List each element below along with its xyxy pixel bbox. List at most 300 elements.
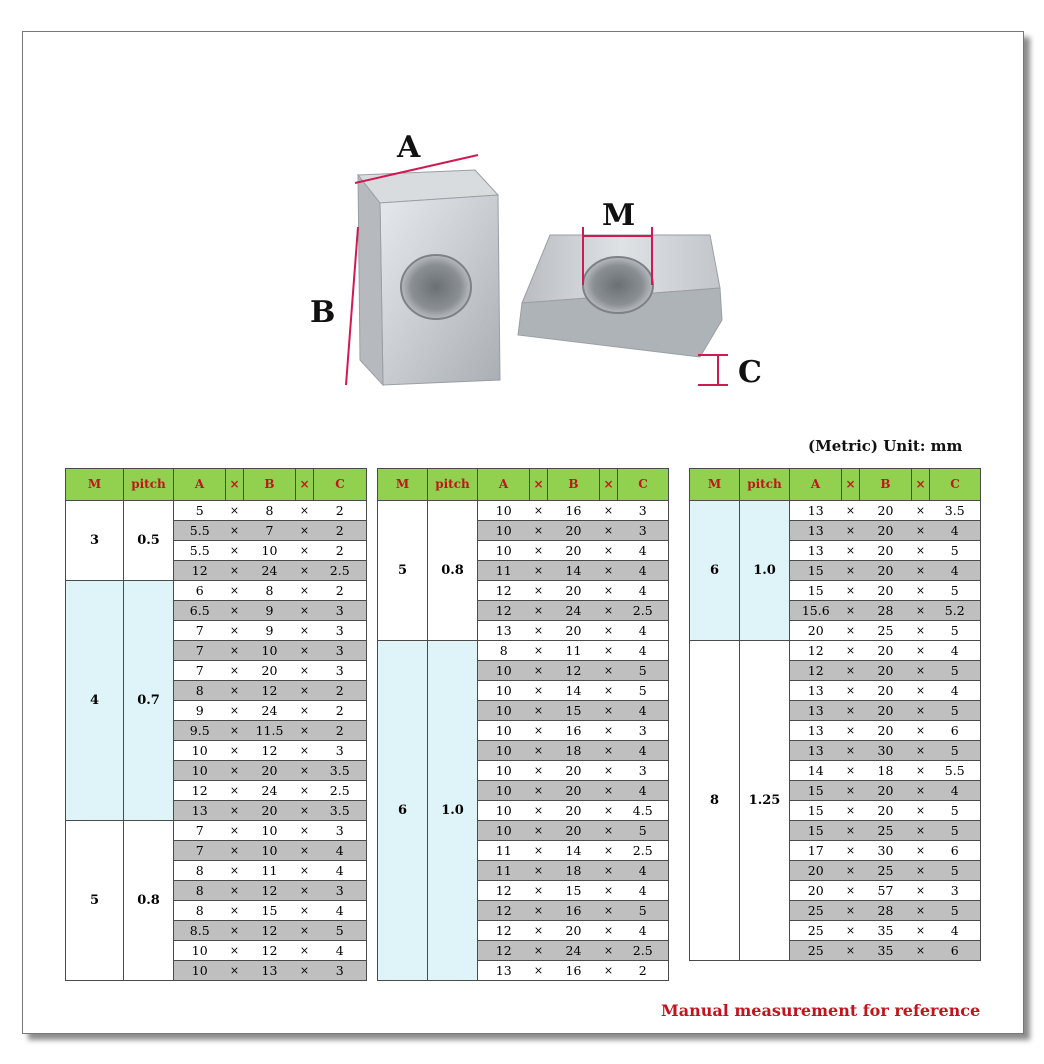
- dim-a-cell: 7: [174, 641, 226, 661]
- column-header: A: [790, 469, 842, 501]
- times-sign: ×: [296, 601, 314, 621]
- dim-b-cell: 25: [860, 821, 912, 841]
- dim-b-cell: 12: [244, 681, 296, 701]
- dim-c-cell: 5: [930, 741, 981, 761]
- dim-b-cell: 16: [548, 901, 600, 921]
- times-sign: ×: [226, 921, 244, 941]
- times-sign: ×: [530, 781, 548, 801]
- dim-b-cell: 18: [548, 861, 600, 881]
- times-sign: ×: [912, 701, 930, 721]
- times-sign: ×: [296, 821, 314, 841]
- dim-c-cell: 5: [930, 541, 981, 561]
- dim-b-cell: 9: [244, 601, 296, 621]
- pitch-cell: 0.7: [124, 581, 174, 821]
- times-sign: ×: [842, 801, 860, 821]
- times-sign: ×: [530, 601, 548, 621]
- dim-c-cell: 2.5: [314, 561, 367, 581]
- column-header: C: [618, 469, 669, 501]
- dim-a-cell: 12: [478, 581, 530, 601]
- unit-label: (Metric) Unit: mm: [808, 437, 963, 455]
- dim-b-cell: 20: [244, 661, 296, 681]
- dim-a-cell: 10: [478, 721, 530, 741]
- times-sign: ×: [842, 921, 860, 941]
- dim-b-cell: 24: [548, 941, 600, 961]
- dim-b-cell: 25: [860, 861, 912, 881]
- dim-c-cell: 4: [618, 701, 669, 721]
- dim-b-cell: 20: [548, 781, 600, 801]
- dim-a-cell: 5: [174, 501, 226, 521]
- times-sign: ×: [296, 641, 314, 661]
- times-sign: ×: [530, 681, 548, 701]
- dim-c-cell: 4: [314, 861, 367, 881]
- dim-a-cell: 10: [478, 741, 530, 761]
- times-sign: ×: [226, 681, 244, 701]
- column-header: M: [378, 469, 428, 501]
- dim-a-cell: 11: [478, 561, 530, 581]
- dim-a-cell: 11: [478, 861, 530, 881]
- dim-c-cell: 2: [314, 501, 367, 521]
- dim-a-cell: 12: [174, 781, 226, 801]
- dim-a-cell: 20: [790, 621, 842, 641]
- times-sign: ×: [226, 701, 244, 721]
- pitch-cell: 1.25: [740, 641, 790, 961]
- dim-a-cell: 10: [478, 761, 530, 781]
- dim-b-cell: 20: [860, 581, 912, 601]
- dim-c-cell: 3: [314, 641, 367, 661]
- times-sign: ×: [912, 561, 930, 581]
- dim-c-cell: 4: [618, 861, 669, 881]
- times-sign: ×: [600, 961, 618, 981]
- dim-b-cell: 20: [244, 761, 296, 781]
- dim-c-cell: 4: [618, 561, 669, 581]
- column-header: A: [174, 469, 226, 501]
- times-sign: ×: [842, 861, 860, 881]
- times-sign: ×: [842, 641, 860, 661]
- times-sign: ×: [912, 521, 930, 541]
- times-sign: ×: [296, 541, 314, 561]
- times-sign: ×: [842, 601, 860, 621]
- dim-a-cell: 13: [790, 681, 842, 701]
- column-header: pitch: [428, 469, 478, 501]
- dim-c-cell: 2.5: [618, 841, 669, 861]
- left-nut-shape: [358, 170, 500, 385]
- dim-b-cell: 57: [860, 881, 912, 901]
- dim-b-cell: 8: [244, 501, 296, 521]
- dim-c-cell: 4: [930, 781, 981, 801]
- times-sign: ×: [530, 761, 548, 781]
- times-sign: ×: [842, 841, 860, 861]
- thread-size-cell: 4: [66, 581, 124, 821]
- times-sign: ×: [226, 861, 244, 881]
- times-sign: ×: [296, 721, 314, 741]
- times-sign: ×: [600, 741, 618, 761]
- times-sign: ×: [912, 921, 930, 941]
- dim-c-cell: 2: [314, 581, 367, 601]
- label-c: C: [738, 355, 762, 390]
- dim-a-cell: 12: [478, 601, 530, 621]
- dim-c-cell: 5: [930, 581, 981, 601]
- times-sign: ×: [296, 621, 314, 641]
- table-row: [66, 821, 367, 841]
- dim-a-cell: 25: [790, 901, 842, 921]
- times-sign: ×: [530, 881, 548, 901]
- dim-c-cell: 4.5: [618, 801, 669, 821]
- spec-table-1: [65, 468, 367, 981]
- dim-c-cell: 4: [314, 941, 367, 961]
- times-sign: ×: [226, 581, 244, 601]
- dim-c-cell: 4: [618, 541, 669, 561]
- dim-b-cell: 30: [860, 741, 912, 761]
- dim-c-cell: 5: [930, 901, 981, 921]
- column-header: ×: [226, 469, 244, 501]
- times-sign: ×: [912, 901, 930, 921]
- times-sign: ×: [226, 881, 244, 901]
- times-sign: ×: [912, 541, 930, 561]
- column-header: ×: [912, 469, 930, 501]
- times-sign: ×: [912, 681, 930, 701]
- times-sign: ×: [530, 561, 548, 581]
- times-sign: ×: [226, 601, 244, 621]
- times-sign: ×: [600, 701, 618, 721]
- times-sign: ×: [842, 821, 860, 841]
- dim-b-cell: 28: [860, 601, 912, 621]
- dim-b-cell: 12: [244, 921, 296, 941]
- dim-b-cell: 12: [548, 661, 600, 681]
- dim-c-cell: 4: [930, 681, 981, 701]
- dim-c-cell: 5: [314, 921, 367, 941]
- dim-a-cell: 12: [174, 561, 226, 581]
- dim-b-cell: 20: [860, 721, 912, 741]
- times-sign: ×: [842, 781, 860, 801]
- dim-b-cell: 14: [548, 681, 600, 701]
- dim-a-cell: 12: [478, 921, 530, 941]
- dim-b-cell: 20: [860, 781, 912, 801]
- column-header: ×: [296, 469, 314, 501]
- times-sign: ×: [530, 941, 548, 961]
- dim-b-cell: 20: [548, 541, 600, 561]
- times-sign: ×: [600, 781, 618, 801]
- dim-b-cell: 13: [244, 961, 296, 981]
- dim-c-cell: 3: [618, 761, 669, 781]
- times-sign: ×: [912, 881, 930, 901]
- header-row: [378, 469, 669, 501]
- dim-c-cell: 2.5: [618, 601, 669, 621]
- thread-size-cell: 3: [66, 501, 124, 581]
- thread-size-cell: 6: [690, 501, 740, 641]
- times-sign: ×: [842, 621, 860, 641]
- times-sign: ×: [226, 781, 244, 801]
- times-sign: ×: [226, 941, 244, 961]
- times-sign: ×: [912, 581, 930, 601]
- square-nut-illustration: [300, 135, 780, 400]
- dim-c-cell: 5: [930, 821, 981, 841]
- dim-c-cell: 2: [314, 541, 367, 561]
- dim-b-cell: 28: [860, 901, 912, 921]
- times-sign: ×: [530, 521, 548, 541]
- dim-a-cell: 10: [478, 801, 530, 821]
- pitch-cell: 0.8: [124, 821, 174, 981]
- spec-table-3: [689, 468, 981, 961]
- dim-c-cell: 5.2: [930, 601, 981, 621]
- times-sign: ×: [600, 861, 618, 881]
- times-sign: ×: [530, 501, 548, 521]
- times-sign: ×: [842, 721, 860, 741]
- times-sign: ×: [842, 741, 860, 761]
- dim-a-cell: 13: [478, 961, 530, 981]
- dim-b-cell: 35: [860, 941, 912, 961]
- times-sign: ×: [600, 581, 618, 601]
- dim-c-cell: 3.5: [314, 801, 367, 821]
- times-sign: ×: [912, 661, 930, 681]
- dim-b-cell: 11: [244, 861, 296, 881]
- times-sign: ×: [226, 901, 244, 921]
- times-sign: ×: [530, 641, 548, 661]
- dim-b-cell: 10: [244, 821, 296, 841]
- table-row: [690, 641, 981, 661]
- times-sign: ×: [600, 641, 618, 661]
- dim-a-cell: 13: [790, 721, 842, 741]
- dim-c-cell: 3: [314, 961, 367, 981]
- dim-c-cell: 2: [314, 521, 367, 541]
- dim-c-cell: 5: [930, 621, 981, 641]
- times-sign: ×: [600, 901, 618, 921]
- dim-a-cell: 12: [478, 881, 530, 901]
- times-sign: ×: [530, 861, 548, 881]
- dim-a-cell: 15: [790, 581, 842, 601]
- times-sign: ×: [912, 501, 930, 521]
- dim-b-cell: 16: [548, 721, 600, 741]
- times-sign: ×: [842, 661, 860, 681]
- dim-c-cell: 6: [930, 941, 981, 961]
- dim-b-cell: 20: [860, 661, 912, 681]
- column-header: C: [314, 469, 367, 501]
- times-sign: ×: [912, 801, 930, 821]
- dim-a-cell: 13: [790, 521, 842, 541]
- dim-c-cell: 3: [314, 621, 367, 641]
- dim-c-cell: 2.5: [314, 781, 367, 801]
- times-sign: ×: [912, 601, 930, 621]
- column-header: ×: [842, 469, 860, 501]
- dim-a-cell: 8: [174, 681, 226, 701]
- dim-a-cell: 13: [790, 701, 842, 721]
- dim-a-cell: 13: [790, 741, 842, 761]
- times-sign: ×: [600, 521, 618, 541]
- dim-c-cell: 3.5: [314, 761, 367, 781]
- dim-b-cell: 15: [548, 881, 600, 901]
- dim-c-cell: 4: [618, 781, 669, 801]
- column-header: pitch: [124, 469, 174, 501]
- dim-b-cell: 16: [548, 961, 600, 981]
- column-header: M: [66, 469, 124, 501]
- times-sign: ×: [226, 641, 244, 661]
- dim-a-cell: 6.5: [174, 601, 226, 621]
- times-sign: ×: [226, 741, 244, 761]
- table-row: [378, 641, 669, 661]
- dim-b-cell: 8: [244, 581, 296, 601]
- times-sign: ×: [912, 621, 930, 641]
- dim-a-cell: 25: [790, 941, 842, 961]
- times-sign: ×: [600, 601, 618, 621]
- times-sign: ×: [296, 561, 314, 581]
- dim-a-cell: 8: [478, 641, 530, 661]
- dim-a-cell: 7: [174, 661, 226, 681]
- dim-b-cell: 35: [860, 921, 912, 941]
- dim-b-cell: 20: [244, 801, 296, 821]
- times-sign: ×: [600, 541, 618, 561]
- times-sign: ×: [530, 581, 548, 601]
- times-sign: ×: [530, 901, 548, 921]
- dim-c-cell: 6: [930, 841, 981, 861]
- dim-a-cell: 8: [174, 881, 226, 901]
- times-sign: ×: [912, 841, 930, 861]
- dim-b-cell: 10: [244, 641, 296, 661]
- times-sign: ×: [530, 741, 548, 761]
- dim-a-cell: 10: [478, 541, 530, 561]
- times-sign: ×: [912, 781, 930, 801]
- times-sign: ×: [296, 681, 314, 701]
- dim-a-cell: 15: [790, 821, 842, 841]
- dim-c-cell: 4: [314, 901, 367, 921]
- dim-c-cell: 5: [930, 661, 981, 681]
- times-sign: ×: [530, 801, 548, 821]
- times-sign: ×: [600, 921, 618, 941]
- label-a: A: [397, 135, 421, 165]
- dim-a-cell: 15.6: [790, 601, 842, 621]
- dim-b-cell: 18: [548, 741, 600, 761]
- times-sign: ×: [226, 761, 244, 781]
- times-sign: ×: [226, 541, 244, 561]
- dim-a-cell: 20: [790, 881, 842, 901]
- times-sign: ×: [600, 801, 618, 821]
- header-row: [690, 469, 981, 501]
- dim-b-cell: 14: [548, 561, 600, 581]
- pitch-cell: 1.0: [740, 501, 790, 641]
- dim-a-cell: 11: [478, 841, 530, 861]
- dim-b-cell: 12: [244, 881, 296, 901]
- dim-a-cell: 9.5: [174, 721, 226, 741]
- dim-c-cell: 5.5: [930, 761, 981, 781]
- column-header: B: [860, 469, 912, 501]
- dim-a-cell: 10: [174, 741, 226, 761]
- dim-c-cell: 4: [618, 641, 669, 661]
- dim-a-cell: 15: [790, 801, 842, 821]
- table-row: [66, 501, 367, 521]
- times-sign: ×: [912, 721, 930, 741]
- dim-a-cell: 7: [174, 841, 226, 861]
- dim-a-cell: 5.5: [174, 541, 226, 561]
- times-sign: ×: [296, 701, 314, 721]
- column-header: A: [478, 469, 530, 501]
- dim-a-cell: 12: [478, 941, 530, 961]
- dim-c-cell: 4: [930, 641, 981, 661]
- dim-a-cell: 7: [174, 621, 226, 641]
- dim-b-cell: 24: [244, 561, 296, 581]
- times-sign: ×: [296, 741, 314, 761]
- right-nut-shape: [518, 235, 722, 357]
- times-sign: ×: [600, 661, 618, 681]
- dim-b-cell: 15: [548, 701, 600, 721]
- dim-c-cell: 4: [930, 921, 981, 941]
- times-sign: ×: [226, 961, 244, 981]
- times-sign: ×: [226, 801, 244, 821]
- dim-c-cell: 3: [314, 881, 367, 901]
- dim-c-cell: 2: [314, 721, 367, 741]
- times-sign: ×: [296, 901, 314, 921]
- dim-c-cell: 5: [618, 901, 669, 921]
- times-sign: ×: [912, 941, 930, 961]
- dim-c-cell: 4: [930, 521, 981, 541]
- dim-c-cell: 5: [618, 821, 669, 841]
- dim-b-cell: 20: [548, 921, 600, 941]
- column-header: C: [930, 469, 981, 501]
- column-header: ×: [530, 469, 548, 501]
- dim-a-cell: 10: [478, 681, 530, 701]
- dim-c-cell: 3: [314, 601, 367, 621]
- times-sign: ×: [530, 821, 548, 841]
- dim-b-cell: 24: [244, 701, 296, 721]
- dim-b-cell: 20: [860, 701, 912, 721]
- dim-c-cell: 4: [618, 621, 669, 641]
- dim-c-cell: 3: [618, 501, 669, 521]
- times-sign: ×: [842, 501, 860, 521]
- times-sign: ×: [530, 541, 548, 561]
- dim-c-cell: 4: [314, 841, 367, 861]
- dim-b-cell: 18: [860, 761, 912, 781]
- times-sign: ×: [296, 801, 314, 821]
- times-sign: ×: [600, 941, 618, 961]
- times-sign: ×: [530, 701, 548, 721]
- times-sign: ×: [530, 721, 548, 741]
- dim-c-cell: 3: [314, 661, 367, 681]
- header-row: [66, 469, 367, 501]
- dim-a-cell: 20: [790, 861, 842, 881]
- dim-c-cell: 2: [314, 681, 367, 701]
- dim-a-cell: 13: [790, 501, 842, 521]
- dim-a-cell: 9: [174, 701, 226, 721]
- dim-c-cell: 3: [618, 721, 669, 741]
- dim-b-cell: 11.5: [244, 721, 296, 741]
- dim-b-cell: 16: [548, 501, 600, 521]
- times-sign: ×: [912, 741, 930, 761]
- times-sign: ×: [226, 721, 244, 741]
- dim-b-cell: 11: [548, 641, 600, 661]
- dim-b-cell: 12: [244, 741, 296, 761]
- times-sign: ×: [296, 941, 314, 961]
- times-sign: ×: [296, 841, 314, 861]
- dim-b-cell: 10: [244, 841, 296, 861]
- thread-size-cell: 6: [378, 641, 428, 981]
- column-header: pitch: [740, 469, 790, 501]
- dim-c-cell: 5: [930, 701, 981, 721]
- column-header: B: [548, 469, 600, 501]
- times-sign: ×: [842, 561, 860, 581]
- dim-a-cell: 12: [478, 901, 530, 921]
- dim-a-cell: 10: [478, 661, 530, 681]
- dim-c-cell: 6: [930, 721, 981, 741]
- times-sign: ×: [600, 761, 618, 781]
- dim-a-cell: 8: [174, 861, 226, 881]
- dim-b-cell: 20: [548, 521, 600, 541]
- times-sign: ×: [600, 841, 618, 861]
- dim-b-cell: 20: [860, 681, 912, 701]
- dim-a-cell: 10: [478, 821, 530, 841]
- dim-b-cell: 7: [244, 521, 296, 541]
- dim-c-cell: 5: [930, 801, 981, 821]
- dim-a-cell: 25: [790, 921, 842, 941]
- times-sign: ×: [842, 881, 860, 901]
- times-sign: ×: [296, 961, 314, 981]
- times-sign: ×: [296, 661, 314, 681]
